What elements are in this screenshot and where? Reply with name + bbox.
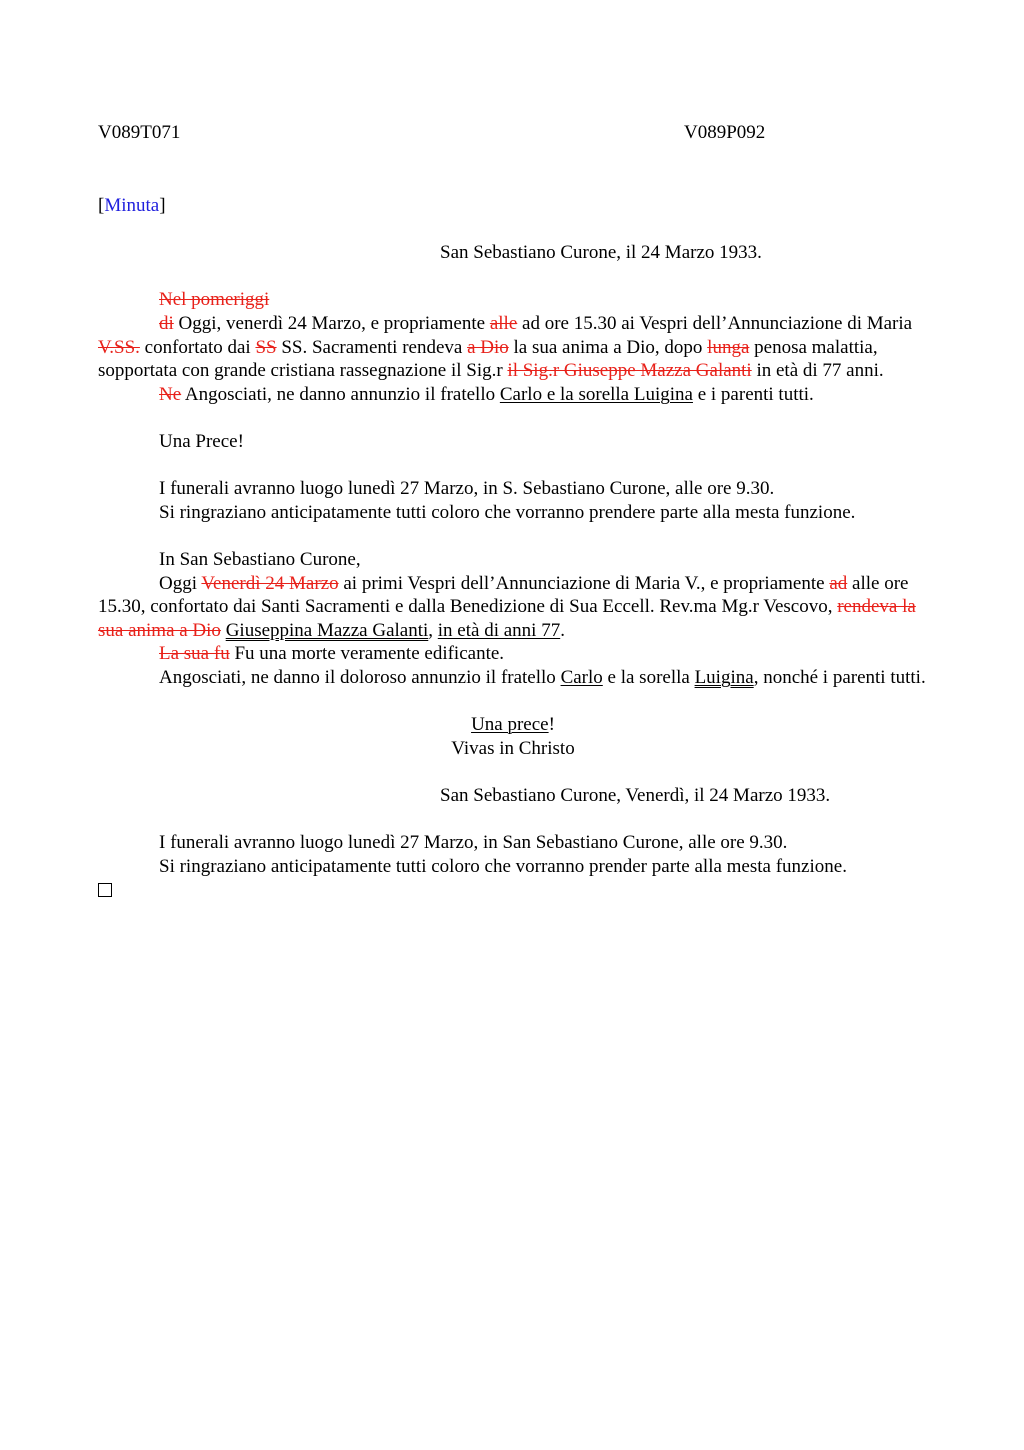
draft-1 [98,288,928,524]
archive-header [98,121,928,145]
draft-2-paragraph-2: La sua fu Fu una morte veramente edificante. [159,643,505,665]
draft-2-paragraph-1: Oggi Venerdì 24 Marzo ai primi Vespri dell’Annunciazione di Maria V., e propriamente ad alle ore 15.30, confortato dai Santi Sacramenti e dalla Benedizione di Sua Eccell. Rev.ma Mg.r Vescovo, rendeva la sua anima a Dio Giuseppina Mazza Galanti, in età di anni 77. [98,572,916,641]
draft-2-funeral: I funerali avranno luogo lunedì 27 Marzo, in San Sebastiano Curone, alle ore 9.30. [159,832,788,854]
draft-2-place: In San Sebastiano Curone, [159,548,361,570]
struck-line: Nel pomeriggi [159,289,270,311]
dateline-1: San Sebastiano Curone, il 24 Marzo 1933. [440,242,762,264]
dateline-2: San Sebastiano Curone, Venerdì, il 24 Marzo 1933. [440,784,831,806]
document-code: V089T071 [98,122,181,143]
end-marker-icon [98,878,928,904]
draft-2-thanks: Si ringraziano anticipatamente tutti coloro che vorranno prender parte alla mesta funzione. [159,855,847,877]
draft-2-prayer: Una prece! [471,714,555,736]
minuta-label: [Minuta] [98,195,166,216]
page-code: V089P092 [684,122,766,143]
draft-1-thanks: Si ringraziano anticipatamente tutti coloro che vorranno prendere parte alla mesta funzione. [159,501,856,523]
draft-1-paragraph-1: di Oggi, venerdì 24 Marzo, e propriamente alle ad ore 15.30 ai Vespri dell’Annunciazione di Maria V.SS. confortato dai SS SS. Sacramenti rendeva a Dio la sua anima a Dio, dopo lunga penosa malattia, sopportata con grande cristiana rassegnazione il Sig.r il Sig.r Giuseppe Mazza Galanti in età di 77 anni. [98,312,913,382]
draft-1-funeral: I funerali avranno luogo lunedì 27 Marzo, in S. Sebastiano Curone, alle ore 9.30. [159,478,775,500]
minuta-label-text: Minuta [104,195,160,216]
draft-2 [98,548,928,878]
draft-1-prayer: Una Prece! [159,430,244,452]
draft-2-paragraph-3: Angosciati, ne danno il doloroso annunzio il fratello Carlo e la sorella Luigina, nonché i parenti tutti. [159,666,926,688]
document-page [98,121,928,904]
draft-1-paragraph-2: Ne Angosciati, ne danno annunzio il fratello Carlo e la sorella Luigina e i parenti tutti. [159,383,814,405]
draft-2-vivas: Vivas in Christo [451,737,575,759]
